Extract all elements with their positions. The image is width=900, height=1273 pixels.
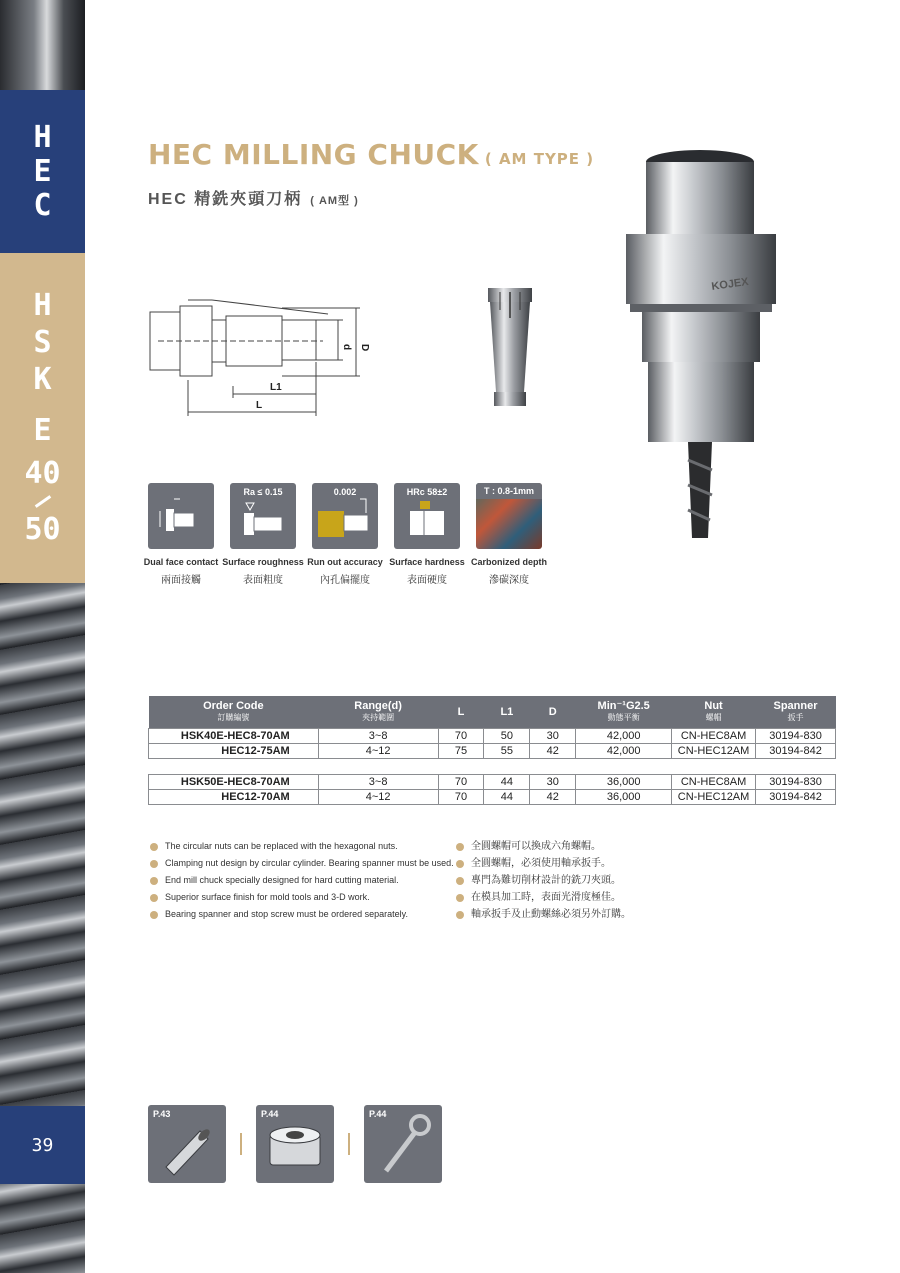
sidebar	[0, 0, 85, 1273]
page-number: 39	[0, 1106, 85, 1184]
table-row: HSK40E-HEC8-70AM 3~8 70 50 30 42,000 CN-HEC8AM 30194-830	[149, 728, 836, 743]
bullet-icon	[456, 843, 464, 851]
notes-chinese	[456, 838, 756, 923]
sidebar-letter: C	[33, 187, 52, 223]
dim-label-L: L	[256, 400, 263, 411]
table-row: HSK50E-HEC8-70AM 3~8 70 44 30 36,000 CN-HEC8AM 30194-830	[149, 774, 836, 789]
list-item: Superior surface finish for mold tools and 3-D work.	[150, 889, 450, 906]
list-item: 全圓螺帽，必須使用軸承扳手。	[456, 855, 756, 872]
list-item: 軸承扳手及止動螺絲必須另外訂購。	[456, 906, 756, 923]
header-range: Range(d) 夾持範圍	[318, 696, 438, 728]
bullet-icon	[150, 843, 158, 851]
title-text: HEC MILLING CHUCK	[148, 138, 479, 171]
header-balance: Min⁻¹G2.5 動態平衡	[576, 696, 672, 728]
accessory-collet[interactable]: P.43	[148, 1105, 226, 1183]
list-item: 在模具加工時，表面光滑度極佳。	[456, 889, 756, 906]
bullet-icon	[456, 894, 464, 902]
sidebar-hsk-block	[0, 253, 85, 583]
feature-dual-face-contact: Dual face contact 兩面接觸	[148, 483, 214, 586]
header-L1: L1	[484, 696, 530, 728]
sidebar-letter: H	[33, 119, 52, 155]
dual-contact-icon	[148, 483, 214, 549]
subtitle-suffix: ( AM型 )	[310, 195, 359, 207]
bullet-icon	[150, 894, 158, 902]
title-suffix: ( AM TYPE )	[484, 150, 595, 168]
sidebar-steel-texture	[0, 0, 85, 90]
bullet-icon	[456, 877, 464, 885]
sidebar-letter: E	[33, 153, 52, 189]
accessory-nut[interactable]: P.44	[256, 1105, 334, 1183]
list-item: 專門為難切削材設計的銑刀夾頭。	[456, 872, 756, 889]
table-spacer	[149, 758, 836, 774]
feature-carbonized-depth: T : 0.8-1mm Carbonized depth 滲碳深度	[476, 483, 542, 586]
dim-label-L1: L1	[270, 382, 282, 393]
sidebar-hec-block	[0, 90, 85, 253]
list-item: The circular nuts can be replaced with the hexagonal nuts.	[150, 838, 450, 855]
page-title	[148, 138, 594, 171]
header-order-code: Order Code 訂購編號	[149, 696, 319, 728]
bullet-icon	[150, 911, 158, 919]
feature-surface-hardness: HRc 58±2 Surface hardness 表面硬度	[394, 483, 460, 586]
table-row: HEC12-75AM 4~12 75 55 42 42,000 CN-HEC12AM 30194-842	[149, 743, 836, 758]
table-header-row	[149, 696, 836, 728]
sidebar-size-bottom: 50	[24, 512, 61, 547]
bullet-icon	[150, 877, 158, 885]
accessory-list	[148, 1105, 442, 1183]
list-item: Bearing spanner and stop screw must be ordered separately.	[150, 906, 450, 923]
sidebar-type-letter: E	[33, 413, 52, 448]
bullet-icon	[456, 860, 464, 868]
slash-divider	[34, 495, 50, 508]
collet-image	[480, 288, 540, 408]
header-L: L	[438, 696, 484, 728]
header-nut: Nut 螺帽	[672, 696, 756, 728]
sidebar-letter: S	[33, 325, 52, 360]
brand-logo: KOJEX	[710, 275, 750, 293]
list-item: Clamping nut design by circular cylinder. Bearing spanner must be used.	[150, 855, 450, 872]
technical-drawing	[148, 290, 378, 420]
chuck-product-image	[600, 140, 800, 540]
page-subtitle	[148, 186, 359, 209]
sidebar-letter: K	[33, 362, 52, 397]
spec-table	[148, 696, 836, 805]
feature-list	[143, 483, 547, 586]
sidebar-size-top: 40	[24, 456, 61, 491]
dim-label-D: D	[359, 344, 370, 352]
feature-surface-roughness: Ra ≤ 0.15 Surface roughness 表面粗度	[230, 483, 296, 586]
subtitle-text: HEC 精銑夾頭刀柄	[148, 191, 303, 208]
list-item: End mill chuck specially designed for hard cutting material.	[150, 872, 450, 889]
bullet-icon	[150, 860, 158, 868]
accessory-spanner[interactable]: P.44	[364, 1105, 442, 1183]
bullet-icon	[456, 911, 464, 919]
list-item: 全圓螺帽可以換成六角螺帽。	[456, 838, 756, 855]
feature-run-out-accuracy: 0.002 Run out accuracy 內孔偏擺度	[312, 483, 378, 586]
header-spanner: Spanner 扳手	[756, 696, 836, 728]
separator	[240, 1133, 242, 1155]
table-row: HEC12-70AM 4~12 70 44 42 36,000 CN-HEC12AM 30194-842	[149, 789, 836, 804]
dim-label-d: d	[341, 344, 352, 351]
notes-english	[150, 838, 454, 923]
header-D: D	[530, 696, 576, 728]
separator	[348, 1133, 350, 1155]
sidebar-letter: H	[33, 288, 52, 323]
